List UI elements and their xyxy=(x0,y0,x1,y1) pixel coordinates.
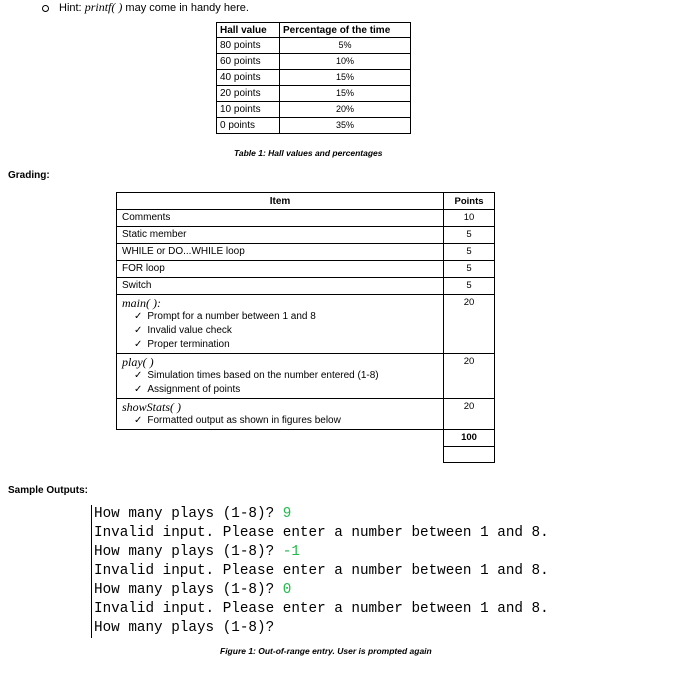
grading-item-cell: Comments xyxy=(117,210,444,227)
sample-outputs-heading: Sample Outputs: xyxy=(8,485,89,496)
grading-points-cell: 5 xyxy=(444,278,495,295)
hint-line xyxy=(42,0,249,15)
grading-function-name: play( ) xyxy=(122,355,154,369)
hall-percentage-cell: 10% xyxy=(280,54,411,70)
grading-sub-item-label: Prompt for a number between 1 and 8 xyxy=(147,311,316,322)
grading-points-cell: 20 xyxy=(444,354,495,399)
grading-blank-cell xyxy=(117,430,444,447)
grading-group-cell xyxy=(117,295,444,354)
hall-header-value: Hall value xyxy=(217,23,280,38)
grading-blank-cell xyxy=(117,447,444,463)
grading-total-cell: 100 xyxy=(444,430,495,447)
grading-sub-item xyxy=(122,414,438,428)
check-mark-icon: ✓ xyxy=(134,311,143,322)
grading-points-cell: 5 xyxy=(444,227,495,244)
grading-row xyxy=(117,227,495,244)
grading-bottom-row xyxy=(117,447,495,463)
console-text: How many plays (1-8)? xyxy=(94,620,275,636)
hall-value-cell: 0 points xyxy=(217,118,280,134)
grading-sub-item-label: Formatted output as shown in figures below xyxy=(147,415,341,426)
console-text: Invalid input. Please enter a number between 1 and 8. xyxy=(94,601,549,617)
grading-sub-item xyxy=(122,338,438,352)
console-output xyxy=(91,505,634,638)
grading-sub-item xyxy=(122,310,438,324)
check-mark-icon: ✓ xyxy=(134,325,143,336)
grading-sub-item xyxy=(122,324,438,338)
grading-points-cell: 5 xyxy=(444,244,495,261)
console-text: Invalid input. Please enter a number between 1 and 8. xyxy=(94,525,549,541)
hall-value-cell: 60 points xyxy=(217,54,280,70)
grading-points-cell: 20 xyxy=(444,295,495,354)
figure-caption: Figure 1: Out-of-range entry. User is prompted again xyxy=(220,646,432,656)
console-text: Invalid input. Please enter a number between 1 and 8. xyxy=(94,563,549,579)
grading-sub-item-label: Proper termination xyxy=(147,339,230,350)
hall-value-cell: 80 points xyxy=(217,38,280,54)
grading-group-cell xyxy=(117,354,444,399)
check-mark-icon: ✓ xyxy=(134,415,143,426)
grading-item-cell: Static member xyxy=(117,227,444,244)
console-line xyxy=(94,505,634,524)
hall-value-cell: 40 points xyxy=(217,70,280,86)
grading-table xyxy=(116,192,495,463)
grading-group-row xyxy=(117,354,495,399)
grading-function-name: main( ): xyxy=(122,296,161,310)
grading-points-cell: 10 xyxy=(444,210,495,227)
grading-item-cell: WHILE or DO...WHILE loop xyxy=(117,244,444,261)
hint-prefix: Hint: xyxy=(59,2,85,14)
hall-value-cell: 20 points xyxy=(217,86,280,102)
hint-code: printf( ) xyxy=(84,0,123,14)
grading-sub-item-label: Assignment of points xyxy=(147,384,241,395)
hall-percentage-cell: 15% xyxy=(280,70,411,86)
grading-sub-item xyxy=(122,369,438,383)
console-line xyxy=(94,562,634,581)
console-line xyxy=(94,581,634,600)
grading-row xyxy=(117,261,495,278)
console-text: How many plays (1-8)? xyxy=(94,582,283,598)
console-user-input: -1 xyxy=(282,544,300,560)
grading-sub-item xyxy=(122,383,438,397)
hall-table-row xyxy=(217,54,411,70)
check-mark-icon: ✓ xyxy=(134,384,143,395)
console-line xyxy=(94,543,634,562)
hall-percentage-cell: 35% xyxy=(280,118,411,134)
grading-item-cell: Switch xyxy=(117,278,444,295)
hall-percentage-cell: 20% xyxy=(280,102,411,118)
console-user-input: 0 xyxy=(282,582,292,598)
grading-points-cell: 20 xyxy=(444,399,495,430)
grading-heading: Grading: xyxy=(8,170,50,181)
hall-table-row xyxy=(217,38,411,54)
grading-header-points: Points xyxy=(444,193,495,210)
grading-row xyxy=(117,278,495,295)
hall-table-header-row xyxy=(217,23,411,38)
grading-group-row xyxy=(117,295,495,354)
hall-table-row xyxy=(217,118,411,134)
console-line xyxy=(94,600,634,619)
console-user-input: 9 xyxy=(282,506,292,522)
grading-group-row xyxy=(117,399,495,430)
hall-table-row xyxy=(217,86,411,102)
console-line xyxy=(94,524,634,543)
hall-percentage-cell: 5% xyxy=(280,38,411,54)
hall-table-row xyxy=(217,70,411,86)
grading-sub-item-label: Simulation times based on the number entered (1-8) xyxy=(147,370,379,381)
grading-item-cell: FOR loop xyxy=(117,261,444,278)
console-text: How many plays (1-8)? xyxy=(94,506,283,522)
grading-row xyxy=(117,244,495,261)
hall-table-row xyxy=(217,102,411,118)
grading-row xyxy=(117,210,495,227)
hint-suffix: may come in handy here. xyxy=(122,2,249,14)
console-line xyxy=(94,619,634,638)
grading-header-row xyxy=(117,193,495,210)
check-mark-icon: ✓ xyxy=(134,370,143,381)
hall-header-percentage: Percentage of the time xyxy=(280,23,411,38)
grading-sub-item-label: Invalid value check xyxy=(147,325,232,336)
hall-percentage-cell: 15% xyxy=(280,86,411,102)
grading-function-name: showStats( ) xyxy=(122,400,182,414)
grading-points-cell: 5 xyxy=(444,261,495,278)
console-text: How many plays (1-8)? xyxy=(94,544,283,560)
grading-total-row xyxy=(117,430,495,447)
hall-table-caption: Table 1: Hall values and percentages xyxy=(234,148,383,158)
grading-empty-cell xyxy=(444,447,495,463)
hall-value-cell: 10 points xyxy=(217,102,280,118)
bullet-circle-icon xyxy=(42,5,49,12)
grading-header-item: Item xyxy=(117,193,444,210)
hall-values-table xyxy=(216,22,411,134)
check-mark-icon: ✓ xyxy=(134,339,143,350)
grading-group-cell xyxy=(117,399,444,430)
